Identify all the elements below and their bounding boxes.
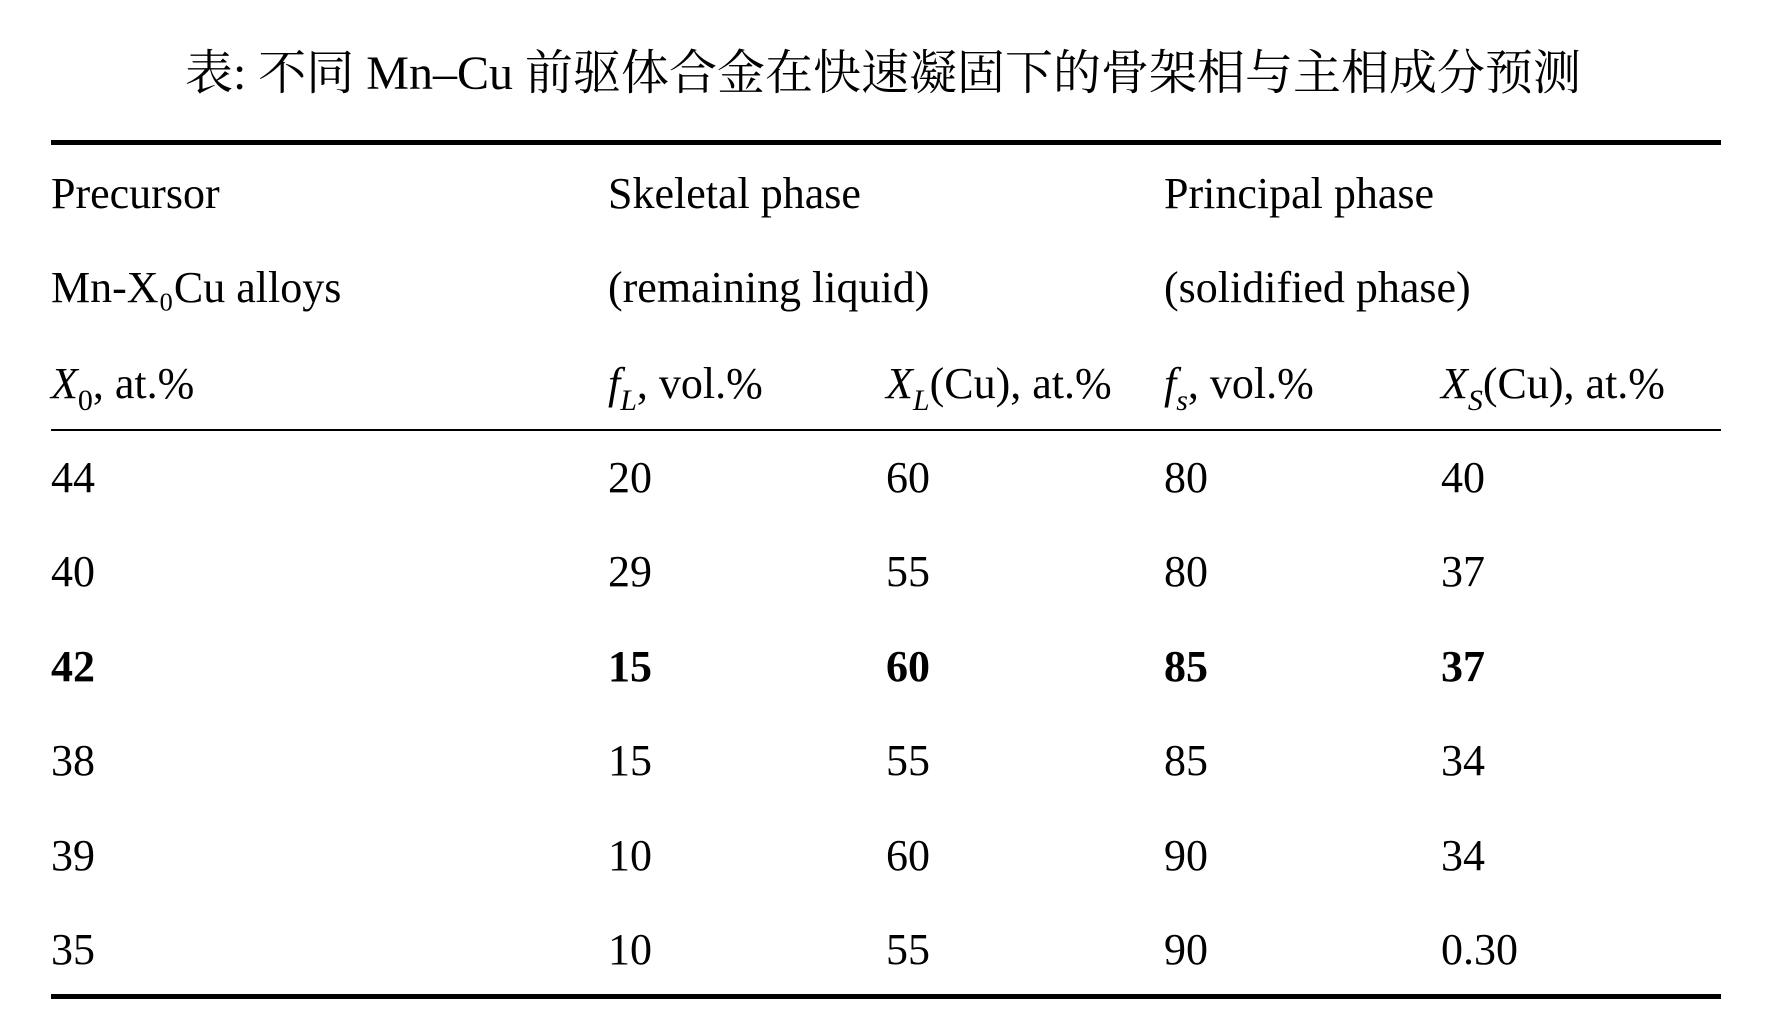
table-cell-fs: 80	[1164, 453, 1208, 502]
header-rule	[51, 429, 1721, 431]
xs-subscript: S	[1467, 384, 1483, 417]
table-cell-xl-cu: 55	[886, 925, 930, 974]
table-cell-fs: 90	[1164, 831, 1208, 880]
header-principal-phase: Principal phase	[1164, 169, 1435, 218]
table-cell-xs-cu: 0.30	[1441, 925, 1518, 974]
table-cell-xl-cu: 55	[886, 736, 930, 785]
xs-symbol: X	[1441, 359, 1468, 408]
table-cell-x0: 38	[51, 736, 95, 785]
table-cell-x0: 35	[51, 925, 95, 974]
header-x0-at-percent	[51, 356, 195, 417]
table-cell-xl-cu: 60	[886, 831, 930, 880]
table-cell-fl: 20	[608, 453, 652, 502]
table-cell-xs-cu: 34	[1441, 831, 1485, 880]
xl-subscript: L	[912, 384, 930, 417]
top-rule	[51, 140, 1721, 145]
header-fs-vol-percent	[1164, 356, 1314, 417]
table-cell-fs: 85	[1164, 736, 1208, 785]
table-cell-fs: 90	[1164, 925, 1208, 974]
header-alloys: Mn-X₀Cu alloys	[51, 263, 342, 312]
table-cell-fl: 29	[608, 547, 652, 596]
table-cell-x0: 42	[51, 642, 95, 691]
header-xl-cu-at-percent	[886, 356, 1112, 417]
header-xs-cu-at-percent	[1441, 356, 1665, 417]
xs-unit: (Cu), at.%	[1482, 359, 1665, 408]
fl-symbol: f	[608, 359, 621, 408]
table-cell-xs-cu: 34	[1441, 736, 1485, 785]
fl-subscript: L	[620, 384, 637, 417]
xl-symbol: X	[886, 359, 913, 408]
x0-symbol: X	[51, 359, 78, 408]
table-cell-fs: 85	[1164, 642, 1208, 691]
table-cell-xl-cu: 60	[886, 453, 930, 502]
x0-subscript: 0	[77, 384, 93, 417]
fs-subscript: s	[1176, 384, 1188, 417]
table-cell-fl: 10	[608, 831, 652, 880]
bottom-rule	[51, 994, 1721, 999]
fs-unit: , vol.%	[1187, 359, 1314, 408]
table-cell-xs-cu: 37	[1441, 642, 1485, 691]
header-skeletal-phase: Skeletal phase	[608, 169, 861, 218]
header-solidified-phase: (solidified phase)	[1164, 263, 1471, 312]
table-caption: 表: 不同 Mn–Cu 前驱体合金在快速凝固下的骨架相与主相成分预测	[184, 47, 1582, 100]
header-fl-vol-percent	[608, 356, 763, 417]
fl-unit: , vol.%	[636, 359, 763, 408]
table-cell-xl-cu: 60	[886, 642, 930, 691]
xl-unit: (Cu), at.%	[929, 359, 1112, 408]
header-precursor: Precursor	[51, 169, 220, 218]
fs-symbol: f	[1164, 359, 1177, 408]
table-cell-fl: 10	[608, 925, 652, 974]
table-cell-fl: 15	[608, 642, 652, 691]
table-cell-x0: 44	[51, 453, 95, 502]
table-cell-x0: 40	[51, 547, 95, 596]
table-cell-xs-cu: 40	[1441, 453, 1485, 502]
header-remaining-liquid: (remaining liquid)	[608, 263, 930, 312]
table-cell-fl: 15	[608, 736, 652, 785]
table-cell-xl-cu: 55	[886, 547, 930, 596]
x0-unit: , at.%	[92, 359, 195, 408]
table-cell-fs: 80	[1164, 547, 1208, 596]
table-cell-x0: 39	[51, 831, 95, 880]
table-cell-xs-cu: 37	[1441, 547, 1485, 596]
